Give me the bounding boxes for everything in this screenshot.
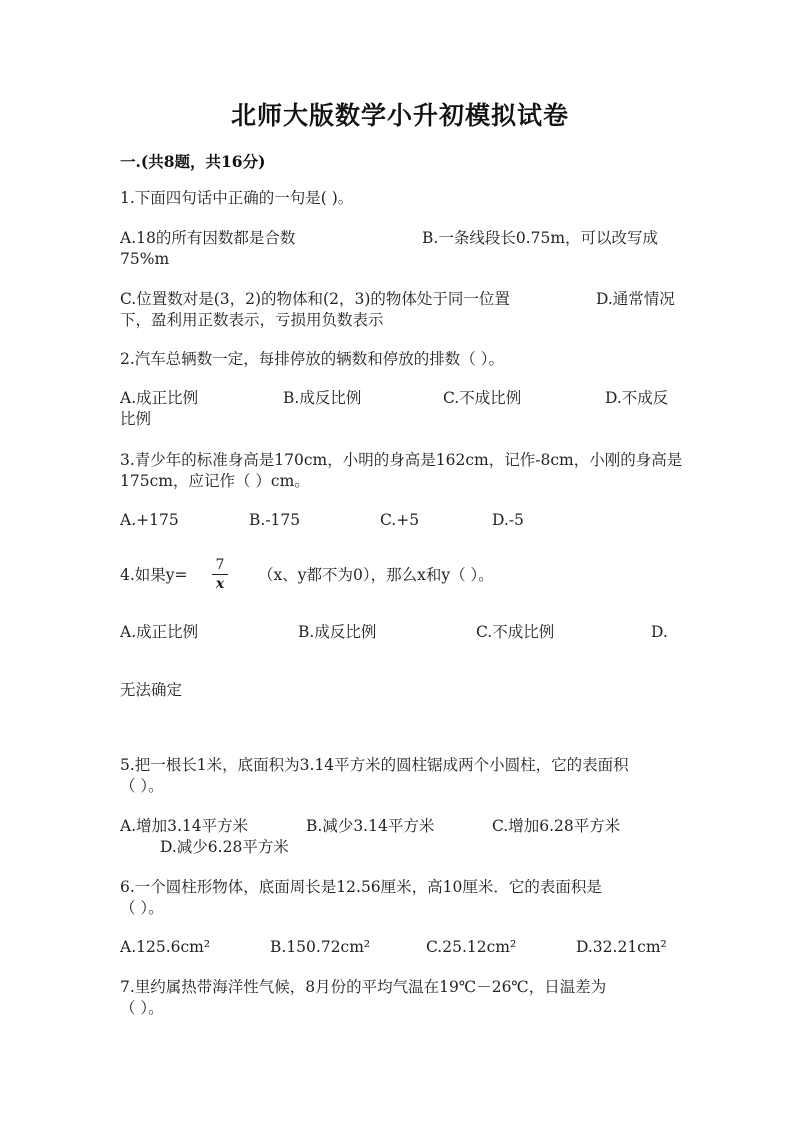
q4-option-d: D. <box>651 623 668 641</box>
page-title: 北师大版数学小升初模拟试卷 <box>230 101 569 130</box>
q5-stem-line1: 5.把一根长1米，底面积为3.14平方米的圆柱锯成两个小圆柱，它的表面积 <box>120 756 629 774</box>
q4-fraction-denominator: x <box>215 576 225 592</box>
q6-option-a: A.125.6cm² <box>120 938 211 956</box>
q6-stem-line1: 6.一个圆柱形物体，底面周长是12.56厘米，高10厘米．它的表面积是 <box>120 878 602 896</box>
q1-option-b: B.一条线段长0.75m，可以改写成 <box>422 229 659 247</box>
q4-fraction <box>212 557 228 592</box>
q3-option-d: D.-5 <box>492 511 524 529</box>
q5-option-c: C.增加6.28平方米 <box>492 817 621 835</box>
q6-option-c: C.25.12cm² <box>426 938 517 956</box>
q1-option-a: A.18的所有因数都是合数 <box>120 229 296 247</box>
q2-option-d-continued: 比例 <box>120 410 152 428</box>
q3-option-c: C.+5 <box>380 511 420 529</box>
q5-option-b: B.减少3.14平方米 <box>306 817 435 835</box>
q1-stem: 1.下面四句话中正确的一句是( )。 <box>120 189 354 207</box>
q4-stem-start: 4.如果y= <box>120 566 188 584</box>
q2-option-a: A.成正比例 <box>120 389 199 407</box>
q2-option-b: B.成反比例 <box>283 389 362 407</box>
q2-stem: 2.汽车总辆数一定，每排停放的辆数和停放的排数（ ）。 <box>120 350 504 368</box>
q6-option-b: B.150.72cm² <box>270 938 371 956</box>
q4-stem-end: （x、y都不为0），那么x和y（ ）。 <box>258 566 494 584</box>
q2-option-d: D.不成反 <box>605 389 669 407</box>
q3-stem-line1: 3.青少年的标准身高是170cm，小明的身高是162cm，记作-8cm，小刚的身高是 <box>120 451 683 469</box>
q5-option-a: A.增加3.14平方米 <box>120 817 249 835</box>
q1-option-c: C.位置数对是(3，2)的物体和(2，3)的物体处于同一位置 <box>120 290 510 308</box>
q6-stem-line2: （ ）。 <box>120 899 164 917</box>
q4-option-b: B.成反比例 <box>298 623 377 641</box>
q5-option-d: D.减少6.28平方米 <box>160 838 289 856</box>
q1-option-d: D.通常情况 <box>596 290 675 308</box>
q7-stem-line2: （ ）。 <box>120 999 164 1017</box>
q3-option-b: B.-175 <box>249 511 301 529</box>
q1-option-b-continued: 75%m <box>120 250 170 268</box>
q1-option-d-continued: 下，盈利用正数表示，亏损用负数表示 <box>120 311 384 329</box>
q4-option-d-continued: 无法确定 <box>120 681 183 699</box>
q2-option-c: C.不成比例 <box>443 389 522 407</box>
q3-option-a: A.+175 <box>120 511 179 529</box>
section-heading: 一.(共8题，共16分) <box>120 152 266 171</box>
q7-stem-line1: 7.里约属热带海洋性气候，8月份的平均气温在19℃－26℃，日温差为 <box>120 978 607 996</box>
q4-option-c: C.不成比例 <box>476 623 555 641</box>
q5-stem-line2: （ ）。 <box>120 777 164 795</box>
q4-fraction-numerator: 7 <box>212 557 228 575</box>
q4-option-a: A.成正比例 <box>120 623 199 641</box>
q3-stem-line2: 175cm，应记作（ ）cm。 <box>120 472 310 490</box>
q6-option-d: D.32.21cm² <box>576 938 667 956</box>
